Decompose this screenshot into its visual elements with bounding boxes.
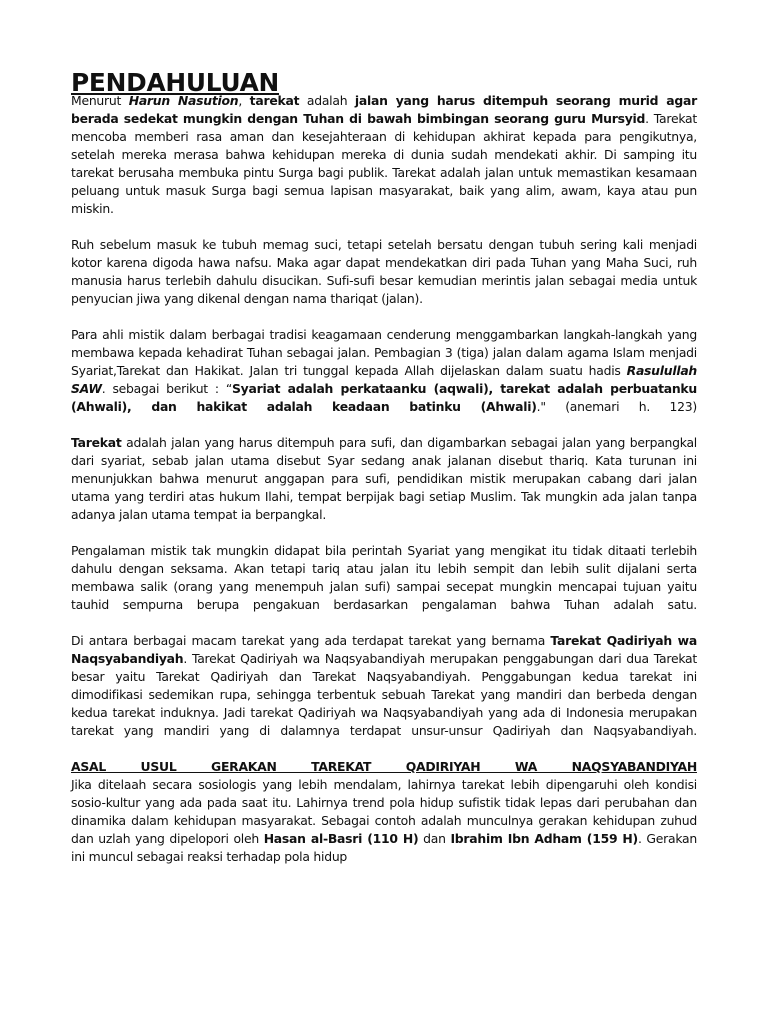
hadith-quote: Syariat adalah perkataanku (aqwali), tarekat adalah perbuatanku (Ahwali), dan hakikat adalah keadaan batinku (Ahwali) (71, 381, 697, 414)
name-harun-nasution: Harun Nasution (128, 93, 239, 108)
term-tarekat-2: Tarekat (71, 435, 122, 450)
name-ibrahim-ibn-adham: Ibrahim Ibn Adham (159 H) (450, 831, 638, 846)
paragraph-7: Jika ditelaah secara sosiologis yang lebih mendalam, lahirnya tarekat lebih dipengaruhi oleh kondisi sosio-kultur yang ada pada saat itu. Lahirnya trend pola hidup sufistik tidak lepas dari perubahan dan dinamika dalam kehidupan masyarakat. Sebagai contoh adalah munculnya gerakan kehidupan zuhud dan uzlah yang dipelopori oleh Hasan al-Basri (110 H) dan Ibrahim Ibn Adham (159 H). Gerakan ini muncul sebagai reaksi terhadap pola hidup (71, 777, 697, 864)
paragraph-4: Tarekat adalah jalan yang harus ditempuh para sufi, dan digambarkan sebagai jalan yang berpangkal dari syariat, sebab jalan utama disebut Syar sedang anak jalanan disebut thariq. Kata turunan ini menunjukkan bahwa menurut anggapan para sufi, pendidikan mistik merupakan cabang dari jalan utama yang terdiri atas hukum Ilahi, tempat berpijak bagi setiap Muslim. Tak mungkin ada jalan tanpa adanya jalan utama tempat ia berpangkal. (71, 435, 697, 522)
paragraph-3: Para ahli mistik dalam berbagai tradisi keagamaan cenderung menggambarkan langkah-langkah yang membawa kepada kehadirat Tuhan sebagai jalan. Pembagian 3 (tiga) jalan dalam agama Islam menjadi Syariat,Tarekat dan Hakikat. Jalan tri tunggal kepada Allah dijelaskan dalam suatu hadis Rasulullah SAW. sebagai berikut : “Syariat adalah perkataanku (aqwali), tarekat adalah perbuatanku (Ahwali), dan hakikat adalah keadaan batinku (Ahwali)." (anemari h. 123) (71, 327, 697, 414)
term-tarekat: tarekat (249, 93, 300, 108)
heading-pendahuluan: PENDAHULUAN (71, 68, 280, 97)
name-rasulullah: Rasulullah SAW (71, 363, 697, 396)
heading-asal-usul: ASAL USUL GERAKAN TAREKAT QADIRIYAH WA NAQSYABANDIYAH (71, 759, 697, 774)
name-hasan-al-basri: Hasan al-Basri (110 H) (263, 831, 419, 846)
name-tarekat-qadiriyah: Tarekat Qadiriyah wa Naqsyabandiyah (71, 633, 697, 666)
document-body (71, 68, 697, 866)
paragraph-5: Pengalaman mistik tak mungkin didapat bila perintah Syariat yang mengikat itu tidak ditaati terlebih dahulu dengan seksama. Akan tetapi tariq atau jalan itu lebih sempit dan lebih sulit dijalani serta membawa salik (orang yang menempuh jalan sufi) sampai secepat mungkin mencapai tujuan yaitu tauhid sempurna berupa pengakuan berdasarkan pengalaman bahwa Tuhan adalah satu. (71, 543, 697, 612)
paragraph-1: Menurut Harun Nasution, tarekat adalah jalan yang harus ditempuh seorang murid agar berada sedekat mungkin dengan Tuhan di bawah bimbingan seorang guru Mursyid. Tarekat mencoba memberi rasa aman dan kesejahteraan di kehidupan akhirat kepada para pengikutnya, setelah mereka merasa bahwa kehidupan mereka di dunia sudah mendekati akhir. Di samping itu tarekat berusaha membuka pintu Surga bagi publik. Tarekat adalah jalan untuk memastikan kesamaan peluang untuk masuk Surga bagi semua lapisan masyarakat, baik yang alim, awam, kaya atau pun miskin. (71, 93, 697, 216)
paragraph-6: Di antara berbagai macam tarekat yang ada terdapat tarekat yang bernama Tarekat Qadiriyah wa Naqsyabandiyah. Tarekat Qadiriyah wa Naqsyabandiyah merupakan penggabungan dari dua Tarekat besar yaitu Tarekat Qadiriyah dan Tarekat Naqsyabandiyah. Penggabungan kedua tarekat ini dimodifikasi sedemikan rupa, sehingga terbentuk sebuah Tarekat yang mandiri dan berbeda dengan kedua tarekat induknya. Jadi tarekat Qadiriyah wa Naqsyabandiyah yang ada di Indonesia merupakan tarekat yang mandiri yang di dalamnya terdapat unsur-unsur Qadiriyah dan Naqsyabandiyah. (71, 633, 697, 738)
paragraph-2: Ruh sebelum masuk ke tubuh memag suci, tetapi setelah bersatu dengan tubuh sering kali menjadi kotor karena digoda hawa nafsu. Maka agar dapat mendekatkan diri pada Tuhan yang Maha Suci, ruh manusia harus terlebih dahulu disucikan. Sufi-sufi besar kemudian merintis jalan sebagai media untuk penyucian jiwa yang dikenal dengan nama thariqat (jalan). (71, 237, 697, 306)
definition-tarekat: jalan yang harus ditempuh seorang murid agar berada sedekat mungkin dengan Tuhan di bawah bimbingan seorang guru Mursyid (71, 93, 697, 126)
